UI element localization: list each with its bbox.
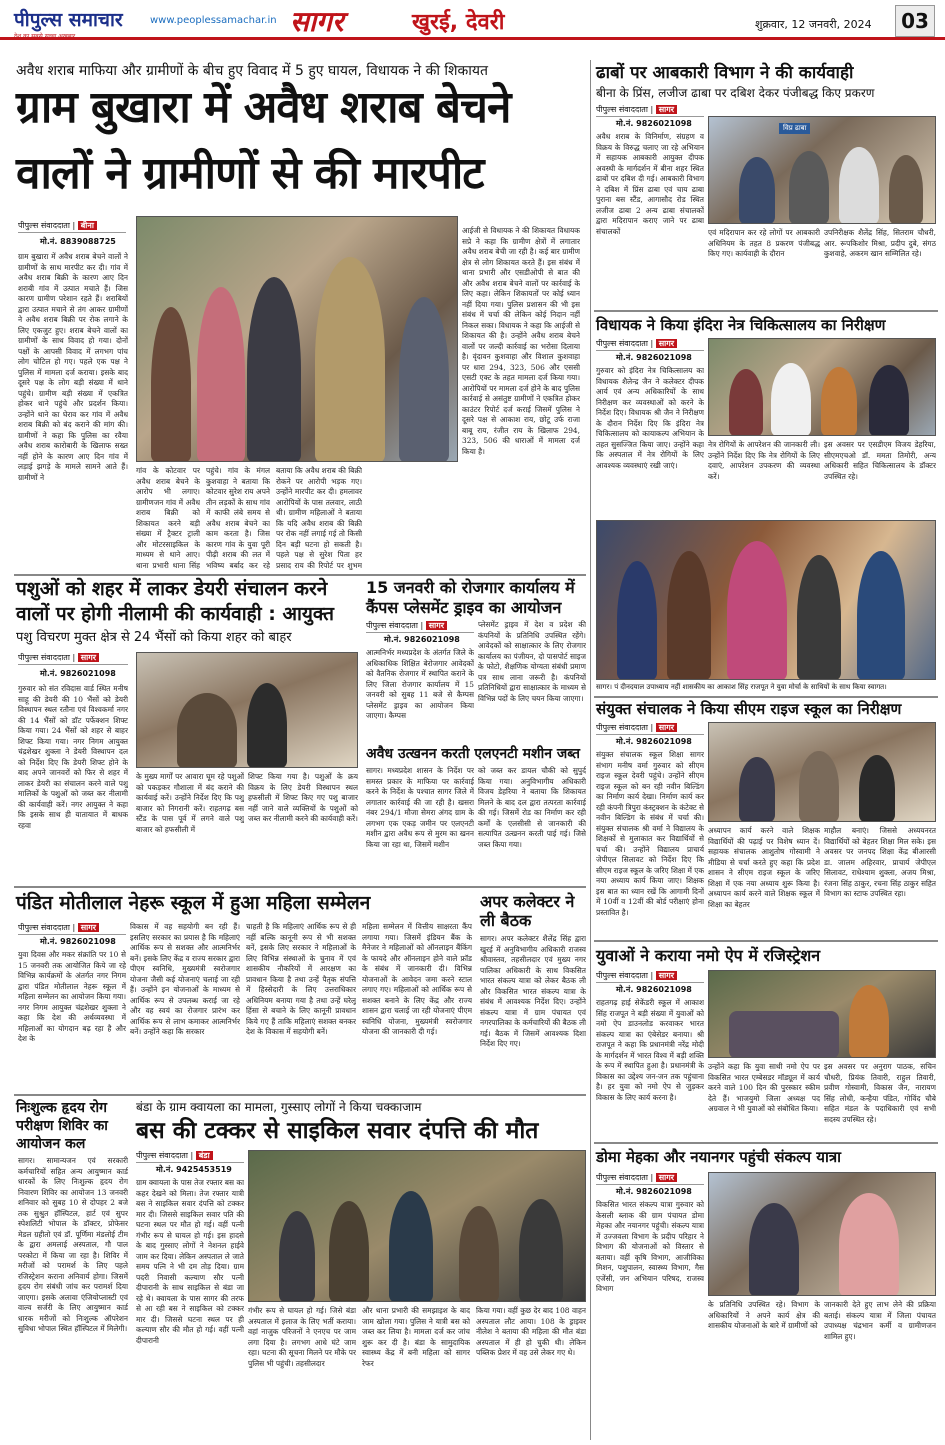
lead-headline-1: ग्राम बुखारा में अवैध शराब बेचने [16, 82, 511, 133]
issue-date: शुक्रवार, 12 जनवरी, 2024 [755, 18, 872, 31]
women-headline: पंडित मोतीलाल नेहरू स्कूल में हुआ महिला सम्मेलन [16, 892, 371, 914]
lead-column-5: आईजी से विधायक ने की शिकायत विधायक सप्रे ने कहा कि ग्रामीण क्षेत्रों में लगातार अवैध शराब बेची जा रही है। कई बार ग्रामीण क्षेत्र से लोग शिकायत करते हैं। इस संबंध में थाना प्रभारी और एसडीओपी से बात की और अवैध शराब बेचने वालों पर कार्रवाई के लिए कहा। लेकिन शिकायतों पर कोई ध्यान नहीं दिया गया। पुलिस प्रशासन की भी इस संबंध में चर्चा की लेकिन कोई निदान नहीं निकल सका। विधायक ने कहा कि आईजी से शिकायत की है। उन्होंने अवैध शराब बेचने वालों पर जल्दी कार्रवाई का भरोसा दिलाया है। वृंदावन कुशवाहा और विशाल कुशवाहा पर धारा 294, 323, 506 और एससी एसटी एक्ट के तहत मामला दर्ज किया गया। आरोपियों पर मामला दर्ज होने के बाद पुलिस कार्रवाई से असंतुष्ट ग्रामीणों ने एकत्रित होकर काउंटर रिपोर्ट दर्ज कराई जिसमें पुलिस ने दूसरे पक्ष से आकाश राय, छोटू उर्फ राजा बाबू राय, रंजीत राय के खिलाफ 294, 323, 506 की धाराओं में मामला दर्ज किया है। [462, 226, 580, 456]
excavation-column-2: को जब्त कर डायल चौकी को सुपुर्द किया गया। अनुविभागीय अधिकारी विजय डेहरिया ने बताया कि शिकायत मिलने के बाद दल द्वारा तत्परता कार्रवाई की गई। जिसमें रोड का निर्माण कर रही कर्मों के एलसीसी से जानकारी की सत्यापित उत्खनन करती पाई गई। जिसे जब्त किया गया। [478, 766, 586, 849]
yatra-column-3: जानकारी देते हुए लाभ लेने की प्रक्रिया बताई। संकल्प यात्रा में जिला पंचायत उपाध्यक्ष चंद्रभान कर्मी व ग्रामीणजन शामिल हुए। [824, 1300, 936, 1341]
dairy-mobile: मो.नं. 9826021098 [40, 669, 116, 678]
namo-column-1: राहतगढ़ हाई सेकेंडरी स्कूल में आकाश सिंह राजपूत ने बड़ी संख्या में युवाओं को नमो ऐप डाउनलोड करवाकर भारत संकल्प यात्रा का एंबेसेडर बनाया। श्री राजपूत ने कहा कि प्रधानमंत्री नरेंद्र मोदी के मार्गदर्शन में भारत विश्व में बड़ी शक्ति के रूप में स्थापित हुआ है। प्रधानमंत्री के विकास का उद्देश्य जन-जन तक पहुंचाना है। हर युवा को नमो ऐप से जुड़कर विकास के लिए कार्य करना है। [596, 998, 704, 1102]
accident-column-4: किया गया। वहीं कुछ देर बाद 108 वाहन अस्पताल लौट आया। 108 के ड्राइवर नीलेश ने बताया की महिला की मौत बंडा अस्पताल में ही हो चुकी थी। लेकिन पब्लिक प्रेशर में वह उसे लेकर गए थे। [476, 1306, 586, 1358]
byline-place: सागर [78, 923, 99, 932]
accident-kicker: बंडा के ग्राम क्वायला का मामला, गुस्साए लोगों ने किया चक्काजाम [136, 1100, 422, 1114]
accident-column-2: गंभीर रूप से घायल हो गई। जिसे बंडा अस्पताल में इलाज के लिए भर्ती कराया। वहां नाजुक परिजनों ने एनएच पर जाम लगा दिया है। लगभग आधे घंटे जाम रहा। घटना की सूचना मिलने पर मौके पर पुलिस भी पहुंची। तहसीलदार [248, 1306, 356, 1368]
byline-place: बीना [78, 221, 97, 230]
dhaba-column-2: एवं मदिरापान कर रहे लोगों पर आबकारी अधिनियम के तहत 8 प्रकरण पंजीबद्ध किए गए। कार्यवाही के दौरान [708, 228, 820, 259]
collector-headline: अपर कलेक्टर ने ली बैठक [480, 892, 575, 931]
website-link[interactable]: www.peoplessamachar.in [150, 15, 277, 26]
women-column-2: विकास में वह सहयोगी बन रही हैं। इसलिए सरकार का प्रयास है कि महिलाएं आर्थिक रूप से सशक्त और आत्मनिर्भर बनें। इसके लिए केंद्र व राज्य सरकार द्वारा पीएम स्वनिधि, मुख्यमंत्री स्वरोजगार योजना जैसी कई योजनाएं चलाई जा रही हैं। उन्होंने इन योजनाओं के माध्यम से आर्थिक रूप से उपलब्ध कराई जा रहे और वह स्वयं का रोजगार प्रारंभ कर आर्थिक रूप से लाभ कमाकर आत्मनिर्भर बनें। उन्होंने कहा कि सरकार [130, 922, 240, 1037]
byline-name: पीपुल्स संवाददाता [136, 1151, 188, 1160]
accident-column-3: और थाना प्रभारी की समझाइश के बाद जाम खोला गया। पुलिस ने यात्री बस को जब्त कर लिया है। मामला दर्ज कर जांच शुरू कर दी है। बंडा के सामुदायिक स्वास्थ्य केंद्र में बनी महिला को सागर रेफर [362, 1306, 470, 1368]
lead-column-3: पहुंचे। गांव के मंगल कुशवाहा ने बताया कि कोटवार सुरेश राय अपने तीन लड़कों के साथ गांव में काफी लंबे समय से अवैध शराब बेचने का काम करता है। जिस कारण गांव के युवा पूरी पीढ़ी शराब की लत में भविष्य बर्बाद कर रहे [206, 466, 270, 570]
cmrise-column-1: संयुक्त संचालक स्कूल शिक्षा सागर संभाग मनीष वर्मा गुरुवार को सीएम राइज स्कूल देवरी पहुंचे। उन्होंने सीएम राइज स्कूल को बन रही नवीन बिल्डिंग का निर्माण कार्य देखा। निर्माण कार्य कर रही कंपनी त्रिपुरा कंस्ट्रक्शन के कंटेक्ट से नवीन बिल्डिंग के संबंध में चर्चा की। संयुक्त संचालक श्री वर्मा ने विद्यालय के शिक्षकों से मुलाकात कर विद्यार्थियों से चर्चा की। उन्होंने विद्यालय प्राचार्य जेपीएल सिलावट को निर्देश दिए कि सीएम राइज स्कूल के जरिए शिक्षा में एक नया अध्याय कार्य किया जाए। शिक्षक इस बात का ध्यान रखें कि आगामी दिनों में 10वीं व 12वीं की बोर्ड परीक्षाएं होना प्रस्तावित है। [596, 750, 704, 917]
dairy-headline-2: वालों पर होगी नीलामी की कार्यवाही : आयुक्त [16, 603, 334, 625]
byline-place: बंडा [196, 1151, 213, 1160]
excavation-headline: अवैध उत्खनन करती एलएनटी मशीन जब्त [366, 746, 580, 762]
accident-headline: बस की टक्कर से साइकिल सवार दंपत्ति की मौत [136, 1118, 539, 1144]
women-column-4: महिला सम्मेलन में वित्तीय साक्षरता कैंप लगाया गया। जिसमें इंडियन बैंक के मैनेजर ने महिलाओं को ऑनलाइन बैंकिंग के फायदे और ऑनलाइन होने वाले फ्रॉड के संबंध में जानकारी दी। विभिन्न योजनाओं के आवेदन जमा करने स्टाल लगाए गए। महिलाओं को आर्थिक रूप से सशक्त बनाने के लिए केंद्र और राज्य शासन द्वारा चलाई जा रही योजनाएं पीएम स्वनिधि योजना, मुख्यमंत्री स्वरोजगार योजना की जानकारी दी गई। [362, 922, 472, 1037]
accident-photo [248, 1150, 586, 1302]
byline-place: सागर [656, 105, 677, 114]
lead-photo [136, 216, 458, 462]
cmrise-byline: पीपुल्स संवाददाता | सागर [596, 722, 704, 735]
namo-byline: पीपुल्स संवाददाता | सागर [596, 970, 704, 983]
byline-place: सागर [426, 621, 447, 630]
dhaba-mobile: मो.नं. 9826021098 [616, 119, 692, 128]
namo-column-2: उन्होंने कहा कि युवा साथी नमो ऐप पर विकसित भारत एम्बेसडर मॉड्यूल में कार्य करने वाले 100 दिन की पुरस्कार स्कीम देते हैं। भाजयुमो जिला अध्यक्ष पद अग्रवाल ने भी युवाओं को संबोधित किया। [708, 1062, 820, 1114]
divider [594, 696, 938, 698]
edition-title: सागर [290, 5, 344, 38]
lead-column-2: गांव के कोटवार पर अवैध शराब बेचने के आरोप भी लगाए। ग्रामीणजन गांव में अवैध शराब बिक्री को शिकायत करने बड़ी संख्या में ट्रैक्टर ट्राली और मोटरसाइकिल के माध्यम से थाने आए। थाना प्रभारी थाना सिंह [136, 466, 200, 570]
dairy-column-1: गुरुवार को संत रविदास वार्ड स्थित मनीष साहू की डेयरी की 10 भैंसों को डेयरी विस्थापन स्थल रतौना एवं विश्वकर्मा नगर की 14 भैंसों को डॉट पर्फेक्शन शिफ्ट किया गया। 24 भैंसों को शहर से बाहर शिफ्ट किया गया। नगर निगम आयुक्त चंद्रशेखर शुक्ला ने डेयरी विस्थापन दल को निर्देश दिए कि डेयरी शिफ्ट होने के बाद अपने जानवरों को फिर से शहर में लाकर डेयरी का संचालन करने वाले पशु मालिकों के पशुओं को जब्त कर नीलामी की कार्यवाही करें। नगर आयुक्त ने कहा कि इसके साथ ही यातायात में बाधक रहवा [18, 684, 128, 830]
divider [14, 886, 586, 888]
byline-place: सागर [656, 971, 677, 980]
byline-place: सागर [656, 723, 677, 732]
logo-text: पीपुल्स समाचार [14, 9, 123, 31]
divider [594, 1142, 938, 1144]
lead-kicker: अवैध शराब माफिया और ग्रामीणों के बीच हुए विवाद में 5 हुए घायल, विधायक ने की शिकायत [16, 63, 489, 79]
yatra-headline: डोमा मेहका और नयानगर पहुंची संकल्प यात्रा [596, 1148, 841, 1166]
camp-byline: पीपुल्स संवाददाता | सागर [366, 620, 474, 633]
eye-headline: विधायक ने किया इंदिरा नेत्र चिकित्सालय का निरीक्षण [596, 316, 886, 334]
byline-name: पीपुल्स संवाददाता [18, 653, 70, 662]
lead-headline-2: वालों ने ग्रामीणों से की मारपीट [16, 148, 484, 199]
byline-name: पीपुल्स संवाददाता [18, 923, 70, 932]
lead-column-1: ग्राम बुखारा में अवैध शराब बेचने वालों ने ग्रामीणों के साथ मारपीट कर दी। गांव में अवैध शराब बिक्री के कारण आए दिन शराबी गांव में उत्पात मचाते हैं। जिस कारण ग्रामीण परेशान रहते हैं। शराबियों द्वारा उत्पात मचाने से तंग आकर ग्रामीणों ने अवैध शराब बिक्री पर रोक लगाने के लिए एकजुट हुए। शराब बेचने वालों का ग्रामीणों के साथ विवाद हो गया। दोनों पक्षों के आपसी विवाद में लगभग पांच लोग चोटिल हो गए। पहले एक पक्ष ने पुलिस में मामला दर्ज कराया। इसके बाद दूसरे पक्ष के लोग बड़ी संख्या में थाने पहुंचे। ग्रामीण बड़ी संख्या में एकत्रित होकर थाने पहुंचे और प्रदर्शन किया। उन्होंने थाने का घेराव कर गांव में अवैध शराब बिक्री को बंद कराने की मांग की। ग्रामीणों ने कहा कि पुलिस का रवैया अवैध शराब कारोबारी के खिलाफ सख्त नहीं होने के कारण आए दिन गांव में लड़ाई झगड़े के मामले सामने आते हैं। ग्रामीणों ने [18, 252, 128, 482]
logo-tagline: देश का सबसे सच्चा अखबार [14, 33, 76, 40]
dairy-subhead: पशु विचरण मुक्त क्षेत्र से 24 भैंसों को किया शहर को बाहर [16, 630, 292, 645]
women-column-1: युवा दिवस और मकर संक्रांति पर 10 से 15 जनवरी तक आयोजित किये जा रहे विभिन्न कार्यक्रमों के अंतर्गत नगर निगम द्वारा पंडित मोतीलाल नेहरू स्कूल में महिला सम्मेलन का आयोजन किया गया। नगर निगम आयुक्त चंद्रशेखर शुक्ला ने कहा कि देश की अर्थव्यवस्था में महिलाओं का योगदान बढ़ रहा है और देश के [18, 950, 126, 1044]
eye-column-1: गुरुवार को इंदिरा नेत्र चिकित्सालय का विधायक शैलेन्द्र जैन ने कलेक्टर दीपक आर्य एवं अन्य अधिकारियों के साथ निरीक्षण कर व्यवस्थाओं को करने के निर्देश दिए। विधायक श्री जैन ने निरीक्षण के दौरान निर्देश दिए कि इंदिरा नेत्र चिकित्सालय को कायाकल्प अभियान के तहत सुसज्जित किया जाए। उन्होंने कहा कि अस्पताल में नेत्र रोगियों के लिए आवश्यक व्यवस्थाएं रखी जाएं। [596, 366, 704, 470]
yatra-column-2: के प्रतिनिधि उपस्थित रहे। विभाग के अधिकारियों ने अपने कार्य क्षेत्र की शासकीय योजनाओं के बारे में ग्रामीणों को [708, 1300, 820, 1331]
women-column-3: चाहती है कि महिलाएं आर्थिक रूप से ही नहीं बल्कि कानूनी रूप से भी सशक्त बनें, इसके लिए सरकार ने महिलाओं के लिए विभिन्न संस्थाओं के चुनाव में एवं शासकीय नौकरियों में आरक्षण का प्रावधान किया है तथा उन्हें पैतृक संपत्ति में हिस्सेदारी के लिए उत्तराधिकार अधिनियम बनाया गया है तथा उन्हें घरेलू हिंसा से बचाने के लिए कानूनी प्रावधान किये गए हैं ताकि महिलाएं सशक्त बनकर देश के विकास में सहयोगी बनें। [246, 922, 356, 1037]
dhaba-byline: पीपुल्स संवाददाता | सागर [596, 104, 704, 117]
lead-mobile: मो.नं. 8839088725 [40, 237, 116, 246]
dhaba-column-1: अवैध शराब के विनिर्माण, संग्रहण व विक्रय के विरुद्ध चलाए जा रहे अभियान में सहायक आबकारी आयुक्त दीपक अवस्थी के मार्गदर्शन में बीना शहर स्थित ढाबों पर दबिश दी गई। आबकारी विभाग ने दबिश में प्रिंस ढाबा एवं चाय ढाबा पुराना बस स्टैंड, आगासौद रोड स्थित लजीज ढाबा 2 अन्य ढाबा संचालकों द्वारा मदिरापान कराए जाने पर ढाबा संचालकों [596, 132, 704, 236]
cmrise-photo [708, 722, 936, 822]
dairy-column-3: शिफ्ट किया गया है। पशुओं के क्रय विक्रय के लिए डेयरी विस्थापन स्थल हफसीली में शिफ्ट किए गए पशु बाजार नहीं जाने वाले व्यक्तियों के पशुओं को जब्त कर नीलामी करने की कार्यवाही करें। [248, 772, 358, 824]
page-number: 03 [895, 5, 935, 37]
edition-subtitle: खुरई, देवरी [412, 10, 505, 35]
dhaba-headline: ढाबों पर आबकारी विभाग ने की कार्यवाही [596, 63, 854, 83]
camp-headline-2: कैंपस प्लेसमेंट ड्राइव का आयोजन [366, 598, 562, 617]
byline-name: पीपुल्स संवाददाता [18, 221, 70, 230]
accident-mobile: मो.नं. 9425453519 [156, 1165, 232, 1174]
byline-place: सागर [656, 1173, 677, 1182]
welcome-photo-caption: सागर। पं दीनदयाल उपाध्याय नहीं शासकीय का आकाश सिंह राजपूत ने युवा मोर्चा के साथियों के साथ किया स्वागत। [596, 683, 887, 691]
camp-headline-1: 15 जनवरी को रोजगार कार्यालय में [366, 578, 575, 597]
photo-sign: विप्र ढाबा [779, 123, 810, 134]
women-mobile: मो.नं. 9826021098 [40, 937, 116, 946]
byline-place: सागर [656, 339, 677, 348]
cmrise-mobile: मो.नं. 9826021098 [616, 737, 692, 746]
byline-name: पीपुल्स संवाददाता [596, 339, 648, 348]
cmrise-headline: संयुक्त संचालक ने किया सीएम राइज स्कूल का निरीक्षण [596, 700, 902, 718]
dhaba-column-3: उपनिरीक्षक शैलेंद्र सिंह, सितराम चौधरी, आर. रूपकिशोर मिश्रा, प्रदीप दुबे, संगठ कुशवाहे, अकरम खान सम्मिलित रहे। [824, 228, 936, 259]
eye-column-3: इस अवसर पर एसडीएम विजय डेहरिया, सीएमएचओ डॉ. ममता तिमोरी, अन्य अधिकारी सहित चिकित्सालय के डॉक्टर उपस्थित रहे। [824, 440, 936, 481]
lead-column-4: बताया कि अवैध शराब की बिक्री रोकने पर आरोपी भड़क गए। उन्होंने मारपीट कर दी। हमलावर आरोपियों के पास तलवार, लाठी थी। ग्रामीण महिलाओं ने बताया कि यदि अवैध शराब की बिक्री पर रोक नहीं लगाई गई तो किसी दिन बड़ी घटना हो सकती है। पहले पक्ष से सुरेश पिता हर प्रसाद राय की रिपोर्ट पर शुभम [276, 466, 362, 570]
yatra-byline: पीपुल्स संवाददाता | सागर [596, 1172, 704, 1185]
eye-column-2: नेत्र रोगियों के आपरेशन की जानकारी ली। उन्होंने निर्देश दिए कि नेत्र रोगियों के लिए दवाएं, आपरेशन उपकरण की व्यवस्था करें। [708, 440, 820, 481]
cmrise-column-2: अध्यापन कार्य करने वाले शिक्षक विद्यार्थियों की पढ़ाई पर विशेष ध्यान दें। सहायक संचालक आशुतोष गोस्वामी ने मीडिया से चर्चा करते हुए कहा कि प्रदेश शासन ने सीएम राइज स्कूल के जरिए शिक्षा में एक नया अध्याय शुरू किया है। अध्यापन कार्य करने वाले शिक्षक स्कूल में शिक्षा का बेहतर [708, 826, 820, 909]
byline-name: पीपुल्स संवाददाता [596, 1173, 648, 1182]
byline-place: सागर [78, 653, 99, 662]
collector-body: सागर। अपर कलेक्टर शैलेंद्र सिंह द्वारा खुरई में अनुविभागीय अधिकारी राजस्व श्रीवास्तव, तहसीलदार एवं मुख्य नगर पालिका अधिकारी के साथ विकसित भारत संकल्प यात्रा को लेकर बैठक ली और विकसित भारत संकल्प यात्रा के संबंध में आवश्यक निर्देश दिए। उन्होंने संकल्प यात्रा में ग्राम पंचायत एवं नगरपालिका के कर्मचारियों की बैठक ली गई। बैठक में जिसमें आवश्यक दिशा निर्देश दिए गए। [480, 934, 586, 1049]
health-headline-2: परीक्षण शिविर का [16, 1118, 108, 1134]
dairy-headline-1: पशुओं को शहर में लाकर डेयरी संचालन करने [16, 578, 328, 600]
camp-mobile: मो.नं. 9826021098 [384, 635, 460, 644]
dairy-photo [136, 652, 358, 768]
health-headline-3: आयोजन कल [16, 1136, 86, 1152]
divider [594, 310, 938, 312]
women-byline: पीपुल्स संवाददाता | सागर [18, 922, 126, 935]
namo-photo [708, 970, 936, 1058]
yatra-photo [708, 1172, 936, 1296]
dairy-column-2: के मुख्य मार्गों पर आवारा घूम रहे पशुओं को पकड़कर गौशाला में बंद कराने की कार्यवाई करें। उन्होंने निर्देश दिए कि पशु बाजार को निगरानी करें। राहतगढ़ बस स्टैंड के पास पूर्व में लगने वाले पशु बाजार को हफसीली में [136, 772, 244, 834]
divider [594, 940, 938, 942]
divider [14, 574, 586, 576]
byline-name: पीपुल्स संवाददाता [596, 723, 648, 732]
namo-headline: युवाओं ने कराया नमो ऐप में रजिस्ट्रेशन [596, 946, 821, 965]
yatra-mobile: मो.नं. 9826021098 [616, 1187, 692, 1196]
lead-byline: पीपुल्स संवाददाता | बीना [18, 220, 126, 233]
eye-byline: पीपुल्स संवाददाता | सागर [596, 338, 704, 351]
newspaper-logo [14, 6, 123, 40]
cmrise-column-3: माहौल बनाएं। जिससे अध्ययनरत विद्यार्थियों को बेहतर शिक्षा मिल सके। इस अवसर पर जनपद शिक्षा केंद्र बीआरसी डा. जालम अहिरवार, प्राचार्य जेपीएल सिलावट, राधेश्याम शुक्ला, अजय मिश्रा, रंजना सिंह ठाकुर, रचना सिंह ठाकुर सहित विभाग का स्टाफ उपस्थित रहा। [824, 826, 936, 899]
health-headline-1: निःशुल्क हृदय रोग [16, 1100, 108, 1116]
camp-column-2: प्लेसमेंट ड्राइव में देश व प्रदेश की कंपनियों के प्रतिनिधि उपस्थित रहेंगे। आवेदकों को साक्षात्कार के लिए रोजगार कार्यालय का पंजीयन, दो पासपोर्ट साइज के फोटो, शैक्षणिक योग्यता संबंधी प्रमाण पत्र साथ लाना जरूरी है। कंपनियों प्रतिनिधियों द्वारा साक्षात्कार के माध्यम से विभिन्न पदों के लिए चयन किया जाएगा। [478, 620, 586, 703]
excavation-column-1: सागर। मध्यप्रदेश शासन के निर्देश पर समस्त प्रकार के माफिया पर कार्रवाई करने के निर्देश के पश्चात सागर जिले में लगातार कार्रवाई की जा रही है। खसरा नंबर 294/1 मौजा सेमरा अंगद ग्राम के लगभग एक एकड़ जमीन पर एलएनटी मशीन द्वारा अवैध रूप से मुरम का खनन किया जा रहा था, जिसमें मशीन [366, 766, 474, 849]
dhaba-photo [708, 116, 936, 224]
eye-mobile: मो.नं. 9826021098 [616, 353, 692, 362]
divider [14, 1094, 586, 1096]
welcome-photo [596, 520, 936, 680]
byline-name: पीपुल्स संवाददाता [366, 621, 418, 630]
namo-mobile: मो.नं. 9826021098 [616, 985, 692, 994]
column-divider [590, 60, 591, 1440]
camp-column-1: आत्मनिर्भर मध्यप्रदेश के अंतर्गत जिले के अधिकाधिक शिक्षित बेरोजगार आवेदकों को वैतनिक रोजगार में स्थापित कराने के लिए जिला रोजगार कार्यालय में 15 जनवरी को सुबह 11 बजे से कैम्पस प्लेसमेंट ड्राइव का आयोजन किया जाएगा। कैम्पस [366, 648, 474, 721]
dairy-byline: पीपुल्स संवाददाता | सागर [18, 652, 128, 665]
namo-column-3: इस अवसर पर अनुराग पाठक, सचिन चौधरी, प्रियंक तिवारी, राहुल तिवारी, प्रवीण गोस्वामी, विकास जैन, नारायण सिंह लोधी, कन्हैया पंडित, गोविंद चौबे सहित मंडल के पदाधिकारी एवं सभी सदस्य उपस्थित रहे। [824, 1062, 936, 1124]
eye-photo [708, 338, 936, 436]
yatra-column-1: विकसित भारत संकल्प यात्रा गुरुवार को केसली ब्लाक की ग्राम पंचायत डोमा मेहका और नयानगर पहुंची। संकल्प यात्रा में उज्जवला विभाग के प्रदीप परिहार ने विभाग की योजनाओं को विस्तार से बताया। वहीं कृषि विभाग, आजीविका मिशन, पशुपालन, स्वास्थ्य विभाग, गैस एजेंसी, जन अभियान परिषद, राजस्व विभाग [596, 1200, 704, 1294]
byline-name: पीपुल्स संवाददाता [596, 105, 648, 114]
health-body: सागर। सामान्यजन एवं सरकारी कर्मचारियों सहित अन्य आयुष्मान कार्ड धारकों के लिए निःशुल्क हृदय रोग निवारण शिविर का आयोजन 13 जनवरी शनिवार को सुबह 10 से दोपहर 2 बजे तक सुश्रुत हॉस्पिटल, हार्ट एवं सुपर स्पेशलिटी भोपाल के डॉक्टर, प्रोफेसर मेडल ग्रहीतो एवं डॉ. पूर्णिमा मंडलोई टीम के द्वारा अमलाई अस्पताल, गौ पाल परकोटा में किया जा रहा है। शिविर में मरीजों को परामर्श के लिए पहले रजिस्ट्रेशन कराना अनिवार्य होगा। जिसमें हृदय रोग संबंधी जांच कर परामर्श दिया जाएगा। इसके अलावा एंजियोप्लास्टी एवं वाल्व सर्जरी के लिए आयुष्मान कार्ड धारक मरीजों को निःशुल्क ऑपरेशन सुविधा भोपाल स्थित हॉस्पिटल में मिलेगी। [18, 1156, 128, 1334]
accident-byline: पीपुल्स संवाददाता | बंडा [136, 1150, 244, 1163]
accident-column-1: ग्राम क्वायला के पास तेज रफ्तार बस का कहर देखने को मिला। तेज रफ्तार यात्री बस ने साइकिल सवार दंपत्ति को टक्कर मार दी। जिससे साइकिल सवार पति की घटना स्थल पर मौत हो गई। वहीं पत्नी गंभीर रूप से घायल हो गई। इस हादसे के बाद गुस्साए लोगों ने नेशनल हाईवे जाम कर दिया। लेकिन अस्पताल ले जाते समय पत्नि ने भी दम तोड़ दिया। ग्राम पदरी निवासी कल्याण सौर पत्नी दीपारानी के साथ साइकिल से बंडा जा रहे थे। क्वायला के पास सागर की तरफ से आ रही बस ने साइकिल को टक्कर मार दी। जिससे घटना स्थल पर ही कल्याण सौर की मौत हो गई। वहीं पत्नी दीपारानी [136, 1178, 244, 1345]
byline-name: पीपुल्स संवाददाता [596, 971, 648, 980]
dhaba-subhead: बीना के प्रिंस, लजीज ढाबा पर दबिश देकर पंजीबद्ध किए प्रकरण [596, 86, 875, 100]
